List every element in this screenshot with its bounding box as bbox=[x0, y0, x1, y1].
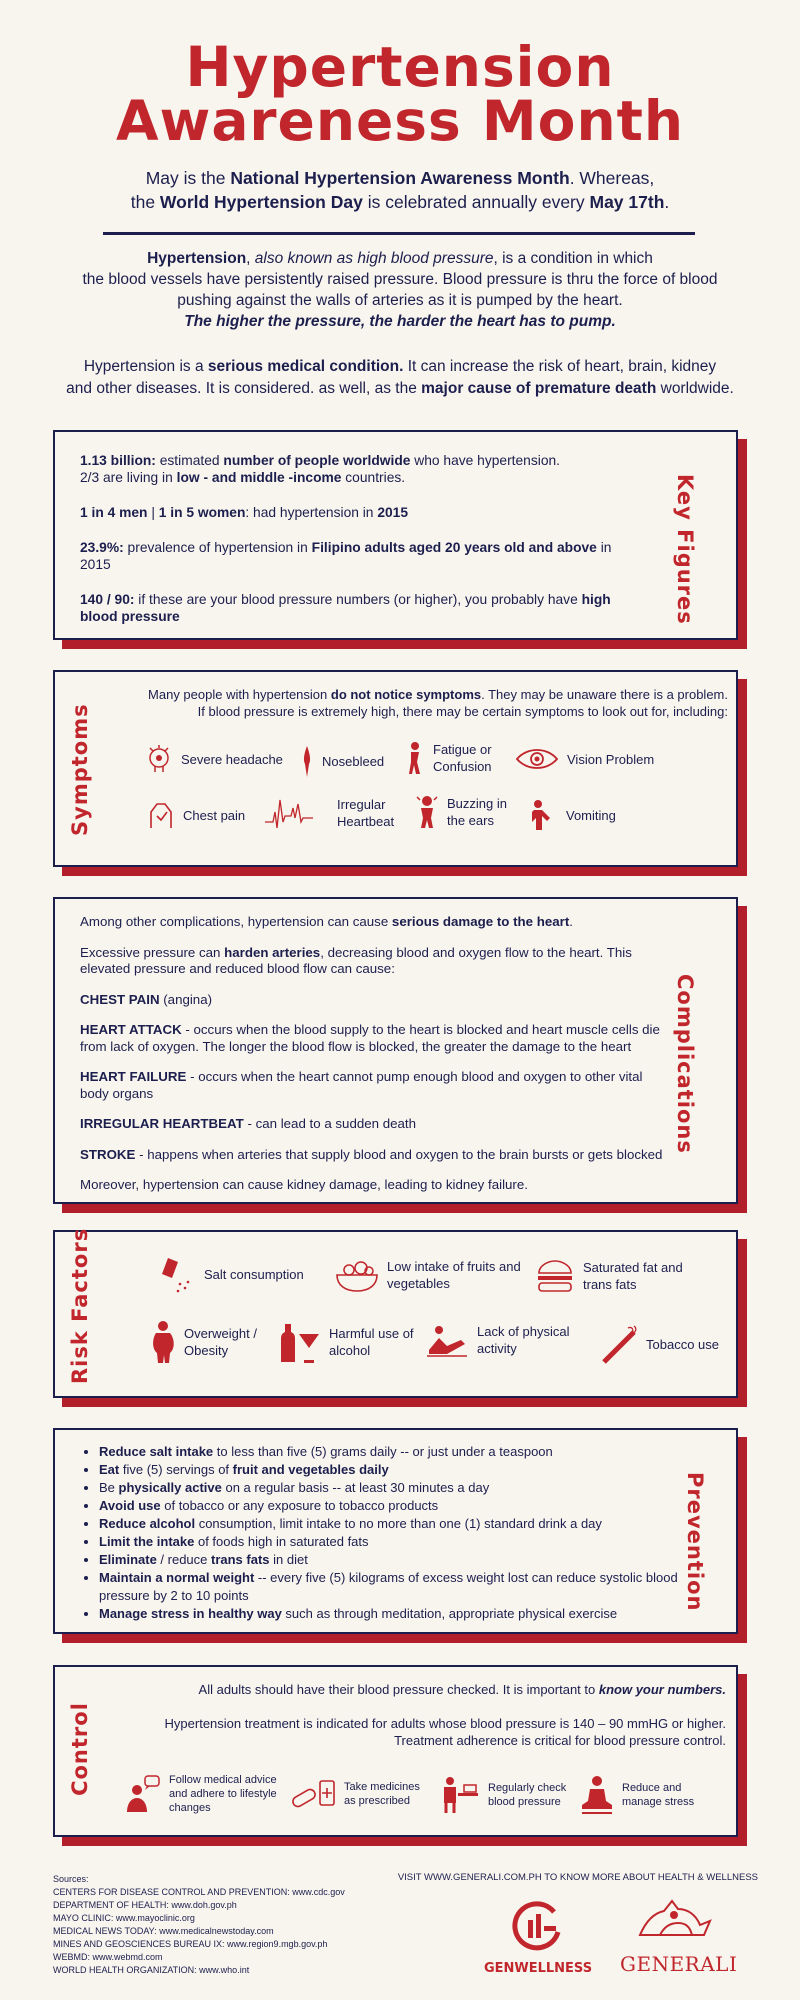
genwellness-logo-icon bbox=[510, 1898, 566, 1954]
pills-icon bbox=[290, 1777, 336, 1811]
complications-text: Among other complications, hypertension can cause serious damage to the heart. Excessive pressure can harden arteries, decreasing blood and oxygen flow to the heart. This elevated pressure and reduced blood flow can cause: CHEST PAIN (angina) HEART ATTACK - occurs when the blood supply to the heart is blocked and heart muscle cells die from lack of oxygen. The longer the blood flow is blocked, the greater the damage to the heart HEART FAILURE - occurs when the heart cannot pump enough blood and oxygen to other vital body organs IRREGULAR HEARTBEAT - can lead to a sudden death STROKE - happens when arteries that supply blood and oxygen to the brain bursts or gets blocked Moreover, hypertension can cause kidney damage, leading to kidney failure. bbox=[80, 914, 663, 1192]
intro-text: May is the National Hypertension Awareness Month. Whereas, the World Hypertension Day is celebrated annually every May 17th. bbox=[130, 168, 670, 212]
list-item: • Limit the intake of foods high in saturated fats bbox=[99, 1533, 681, 1551]
chest-pain-icon bbox=[147, 800, 175, 830]
control-label: Control bbox=[68, 1702, 92, 1796]
doctor-icon bbox=[125, 1774, 161, 1814]
prevention-box bbox=[53, 1428, 738, 1634]
title-line-1: Hypertension bbox=[185, 35, 615, 99]
control-check-bp: Regularly check blood pressure bbox=[440, 1775, 570, 1815]
definition-text: Hypertension, also known as high blood pressure, is a condition in which the blood vessels have persistently raised pressure. Blood pressure is thru the force of blood pushing against the walls of arteries as it is pumped by the heart. The higher the pressure, the harder the heart has to pump. bbox=[82, 250, 718, 330]
control-box bbox=[53, 1665, 738, 1837]
nosebleed-icon bbox=[300, 744, 314, 778]
source-item: WORLD HEALTH ORGANIZATION: www.who.int bbox=[53, 1965, 250, 1975]
risk-alcohol: Harmful use of alcohol bbox=[277, 1320, 427, 1364]
source-item: WEBMD: www.webmd.com bbox=[53, 1952, 163, 1962]
buzzing-ears-icon bbox=[415, 794, 439, 830]
control-stress: Reduce and manage stress bbox=[580, 1775, 730, 1815]
risk-factors-box bbox=[53, 1227, 738, 1398]
source-item: MINES AND GEOSCIENCES BUREAU IX: www.region9.mgb.gov.ph bbox=[53, 1939, 328, 1949]
source-item: CENTERS FOR DISEASE CONTROL AND PREVENTION: www.cdc.gov bbox=[53, 1887, 345, 1897]
heartbeat-icon bbox=[265, 798, 321, 828]
generali-logo-text: GENERALI bbox=[620, 1952, 738, 1976]
symptom-nosebleed: Nosebleed bbox=[300, 744, 400, 778]
complications-label: Complications bbox=[673, 974, 697, 1154]
complications-box bbox=[53, 897, 738, 1204]
risk-physical-activity: Lack of physical activity bbox=[425, 1322, 605, 1358]
fatigue-icon bbox=[405, 740, 425, 776]
list-item: • Reduce salt intake to less than five (5) grams daily -- or just under a teaspoon bbox=[99, 1443, 681, 1461]
control-medical-advice: Follow medical advice and adhere to lifestyle changes bbox=[125, 1773, 285, 1815]
risk-tobacco: Tobacco use bbox=[600, 1324, 730, 1364]
source-item: MEDICAL NEWS TODAY: www.medicalnewstoday.com bbox=[53, 1926, 274, 1936]
vomiting-icon bbox=[530, 798, 558, 832]
cigarette-icon bbox=[600, 1324, 638, 1364]
key-figures-text: 1.13 billion: estimated number of people worldwide who have hypertension. 2/3 are living in low - and middle -income countries. 1 in 4 men | 1 in 5 women: had hypertension in 2015 23.9%: prevalence of hypertension in Filipino adults aged 20 years old and above in 2015 140 / 90: if these are your blood pressure numbers (or higher), you probably have high blood pressure bbox=[80, 453, 612, 624]
risk-low-fruit: Low intake of fruits and vegetables bbox=[335, 1257, 535, 1293]
list-item: • Manage stress in healthy way such as through meditation, appropriate physical exercise bbox=[99, 1605, 681, 1623]
list-item: • Eliminate / reduce trans fats in diet bbox=[99, 1551, 681, 1569]
list-item: • Be physically active on a regular basis -- at least 30 minutes a day bbox=[99, 1479, 681, 1497]
generali-lion-icon bbox=[630, 1895, 720, 1945]
divider bbox=[103, 232, 695, 235]
fruit-bowl-icon bbox=[335, 1257, 379, 1293]
list-item: • Eat five (5) servings of fruit and vegetables daily bbox=[99, 1461, 681, 1479]
key-figures-label: Key Figures bbox=[673, 474, 697, 625]
sources-title: Sources: bbox=[53, 1874, 89, 1884]
symptom-headache: Severe headache bbox=[147, 744, 297, 774]
risk-overweight: Overweight / Obesity bbox=[150, 1320, 300, 1364]
genwellness-logo-text: GENWELLNESS bbox=[483, 1961, 593, 1976]
symptoms-intro: Many people with hypertension do not notice symptoms. They may be unaware there is a problem. If blood pressure is extremely high, there may be certain symptoms to look out for, including: bbox=[148, 687, 728, 719]
risk-saturated-fat: Saturated fat and trans fats bbox=[535, 1257, 715, 1295]
list-item: • Avoid use of tobacco or any exposure to tobacco products bbox=[99, 1497, 681, 1515]
overweight-icon bbox=[150, 1320, 176, 1364]
headache-icon bbox=[147, 744, 173, 774]
symptom-irregular-heartbeat: Irregular Heartbeat bbox=[265, 796, 415, 830]
visit-link[interactable]: VISIT WWW.GENERALI.COM.PH TO KNOW MORE ABOUT HEALTH & WELLNESS bbox=[397, 1872, 758, 1883]
eye-icon bbox=[515, 746, 559, 772]
couch-person-icon bbox=[425, 1322, 469, 1358]
symptom-vomiting: Vomiting bbox=[530, 798, 650, 832]
serious-text: Hypertension is a serious medical condition. It can increase the risk of heart, brain, kidney and other diseases. It is considered. as well, as the major cause of premature death worldwide. bbox=[66, 358, 734, 397]
risk-salt: Salt consumption bbox=[160, 1254, 340, 1294]
alcohol-icon bbox=[277, 1320, 321, 1364]
risk-factors-label: Risk Factors bbox=[68, 1227, 92, 1384]
symptom-chest-pain: Chest pain bbox=[147, 800, 277, 830]
genwellness-logo bbox=[478, 1898, 598, 1976]
source-item: MAYO CLINIC: www.mayoclinic.org bbox=[53, 1913, 195, 1923]
page-title bbox=[0, 35, 800, 153]
control-text: All adults should have their blood pressure checked. It is important to know your numbers. Hypertension treatment is indicated for adults whose blood pressure is 140 – 90 mmHG or higher. Treatment adherence is critical for blood pressure control. bbox=[164, 1682, 726, 1748]
symptom-buzzing: Buzzing in the ears bbox=[415, 794, 525, 830]
sources-list bbox=[53, 1873, 345, 1977]
list-item: • Reduce alcohol consumption, limit intake to no more than one (1) standard drink a day bbox=[99, 1515, 681, 1533]
key-figures-box bbox=[53, 430, 738, 640]
salt-shaker-icon bbox=[160, 1254, 196, 1294]
control-medicines: Take medicines as prescribed bbox=[290, 1777, 420, 1811]
generali-logo bbox=[620, 1895, 738, 1976]
title-line-2: Awareness Month bbox=[115, 89, 685, 153]
blood-pressure-check-icon bbox=[440, 1775, 480, 1815]
symptoms-box bbox=[53, 670, 738, 867]
symptom-fatigue: Fatigue or Confusion bbox=[405, 740, 515, 776]
meditation-icon bbox=[580, 1775, 614, 1815]
symptoms-label: Symptoms bbox=[68, 703, 92, 836]
source-item: DEPARTMENT OF HEALTH: www.doh.gov.ph bbox=[53, 1900, 237, 1910]
prevention-label: Prevention bbox=[683, 1472, 707, 1612]
list-item: • Maintain a normal weight -- every five (5) kilograms of excess weight lost can reduce systolic blood pressure by 2 to 10 points bbox=[99, 1569, 681, 1605]
symptom-vision: Vision Problem bbox=[515, 746, 675, 772]
prevention-list bbox=[81, 1443, 681, 1623]
fast-food-icon bbox=[535, 1257, 575, 1295]
